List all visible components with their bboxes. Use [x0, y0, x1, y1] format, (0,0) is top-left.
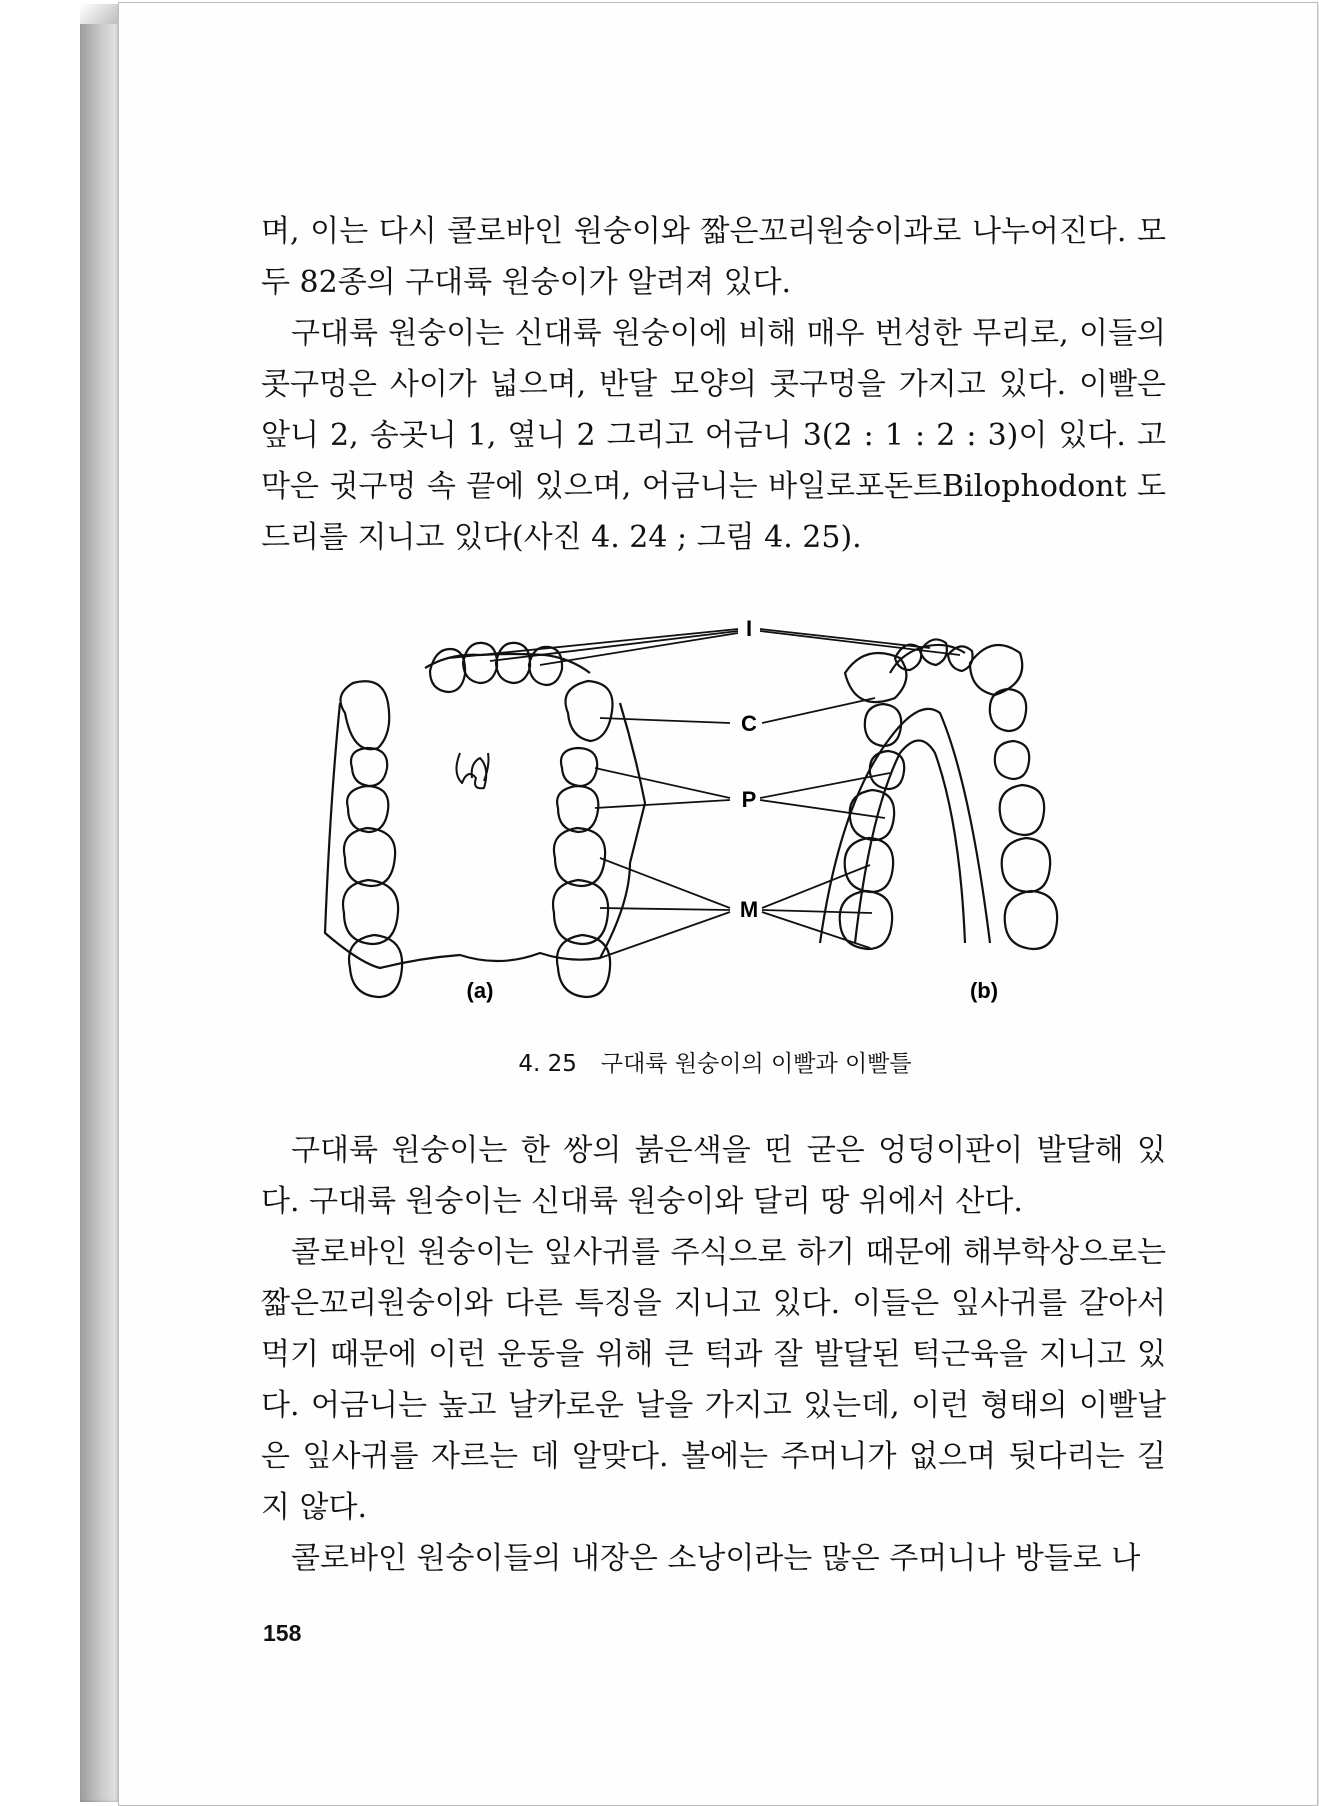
label-panel-b: (b) [969, 978, 999, 1003]
paragraph: 콜로바인 원숭이는 잎사귀를 주식으로 하기 때문에 해부학상으로는 짧은꼬리원숭이와 다른 특징을 지니고 있다. 이들은 잎사귀를 갈아서 먹기 때문에 이런 운동을 위해 큰 턱과 잘 발달된 턱근육을 지니고 있다. 어금니는 높고 날카로운 날을 가지고 있는데, 이런 형태의 이빨날은 잎사귀를 자르는 데 알맞다. 볼에는 주머니가 없으며 뒷다리는 길지 않다. [261, 1235, 1166, 1525]
upper-dentition-drawing-a [325, 643, 645, 997]
label-canine: C [741, 711, 757, 736]
lower-dentition-drawing-b [820, 639, 1057, 949]
body-text-top [261, 206, 1166, 563]
label-incisor: I [745, 616, 753, 641]
page-number: 158 [263, 1620, 302, 1646]
paragraph: 며, 이는 다시 콜로바인 원숭이와 짧은꼬리원숭이과로 나누어진다. 모두 82종의 구대륙 원숭이가 알려져 있다. [261, 214, 1166, 300]
paragraph: 구대륙 원숭이는 한 쌍의 붉은색을 띤 굳은 엉덩이판이 발달해 있다. 구대륙 원숭이는 신대륙 원숭이와 달리 땅 위에서 산다. [261, 1133, 1166, 1219]
paragraph: 구대륙 원숭이는 신대륙 원숭이에 비해 매우 번성한 무리로, 이들의 콧구멍은 사이가 넓으며, 반달 모양의 콧구멍을 가지고 있다. 이빨은 앞니 2, 송곳니 1, 옆니 2 그리고 어금니 3(2 : 1 : 2 : 3)이 있다. 고막은 귓구멍 속 끝에 있으며, 어금니는 바일로포돈트Bilophodont 도드리를 지니고 있다(사진 4. 24 ; 그림 4. 25). [261, 316, 1166, 555]
page-corner [80, 4, 120, 24]
book-spine [80, 4, 120, 1802]
label-molar: M [739, 897, 759, 922]
paragraph: 콜로바인 원숭이들의 내장은 소낭이라는 많은 주머니나 방들로 나 [291, 1541, 1141, 1576]
caption-number: 4. 25 [518, 1051, 577, 1077]
caption-text: 구대륙 원숭이의 이빨과 이빨틀 [600, 1051, 912, 1077]
body-text-bottom [261, 1125, 1166, 1584]
label-premolar: P [741, 787, 757, 812]
label-panel-a: (a) [466, 978, 494, 1003]
figure-caption [300, 1045, 1130, 1078]
dentition-figure [300, 603, 1130, 1013]
